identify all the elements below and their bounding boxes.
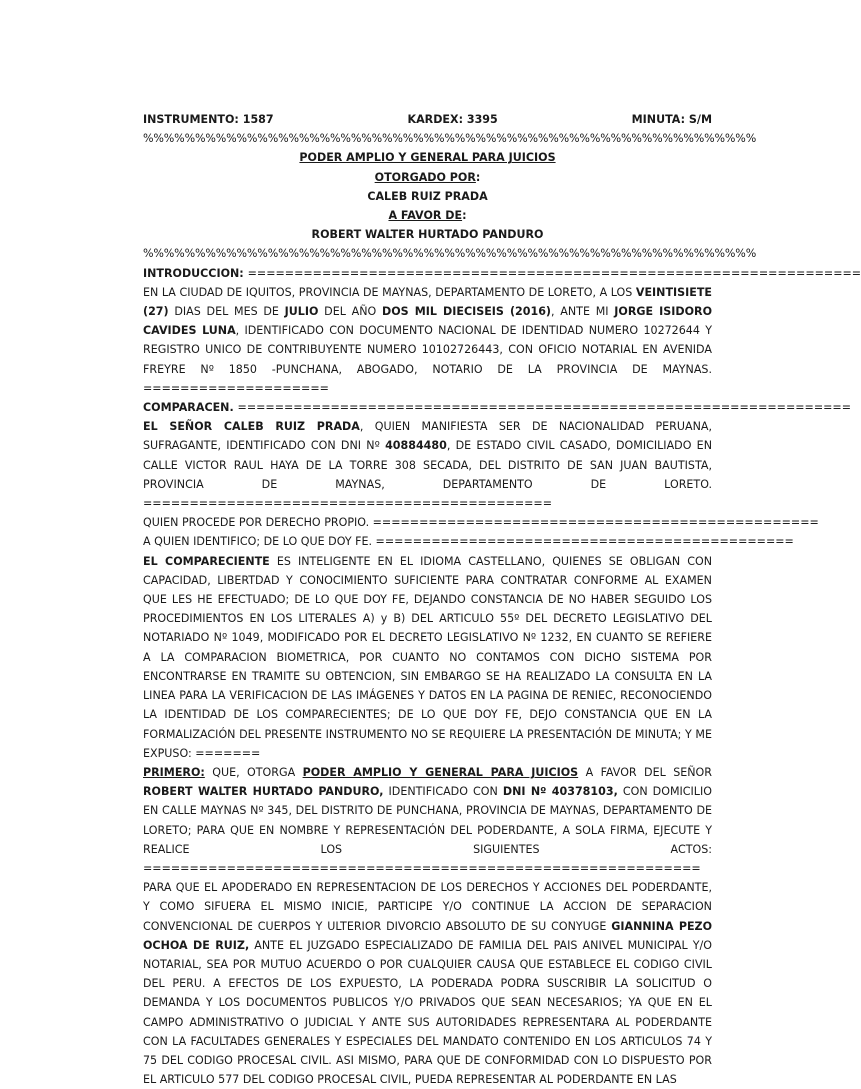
primero-text: CON DOMICILIO EN CALLE MAYNAS Nº 345, DEL DISTRITO DE PUNCHANA, PROVINCIA DE MAYNAS, DEPARTAMENTO DE LORETO; PARA QUE EN NOMBRE Y REPRESENTACIÓN DEL PODERDANTE, A SOLA FIRMA, EJECUTE Y REALICE LOS SIGUIENTES ACTOS: ============================================================ — [143, 785, 712, 875]
apoderado-paragraph — [143, 878, 712, 1089]
introduccion-label: INTRODUCCION: — [143, 266, 248, 280]
compareciente-name: EL SEÑOR CALEB RUIZ PRADA — [143, 420, 360, 434]
compareciente-paragraph — [143, 552, 712, 763]
apoderado-text: ANTE EL JUZGADO ESPECIALIZADO DE FAMILIA DEL PAIS ANIVEL MUNICIPAL Y/O NOTARIAL, SEA POR MUTUO ACUERDO O POR CUALQUIER CAUSA QUE ESTABLECE EL CODIGO CIVIL DEL PERU. A EFECTOS DE LOS EXPUESTO, LA PODERADA PODRA SUSCRIBIR LA SOLICITUD O DEMANDA Y LOS DOCUMENTOS PUBLICOS Y/O PRIVADOS QUE SEAN NECESARIOS; YA QUE EN EL CAMPO ADMINISTRATIVO O JUDICIAL Y ANTE SUS AUTORIDADES REPRESENTARA AL PODERDANTE CON LA FACULTADES GENERALES Y ESPECIALES DEL MANDATO CONTENIDO EN LOS ARTICULOS 74 Y 75 DEL CODIGO PROCESAL CIVIL. ASI MISMO, PARA QUE DE CONFORMIDAD CON LO DISPUESTO POR EL ARTICULO 577 DEL CODIGO PROCESAL CIVIL, PUEDA REPRESENTAR AL PODERDANTE EN LAS — [143, 938, 712, 1087]
intro-text: DEL AÑO — [318, 305, 383, 319]
otorgado-por-label: OTORGADO POR — [374, 170, 476, 184]
apoderado-text: PARA QUE EL APODERADO EN REPRESENTACION DE LOS DERECHOS Y ACCIONES DEL PODERDANTE, Y COMO SIFUERA EL MISMO INICIE, PARTICIPE Y/O CONTINUE LA ACCION DE SEPARACION CONVENCIONAL DE CUERPOS Y ULTERIOR DIVORCIO ABSOLUTO DE SU CONYUGE — [143, 881, 712, 933]
doy-fe-line: A QUIEN IDENTIFICO; DE LO QUE DOY FE. ============================================= — [143, 535, 794, 549]
primero-text: A FAVOR DEL SEÑOR — [578, 765, 712, 779]
otorgante-name: CALEB RUIZ PRADA — [367, 189, 488, 203]
percent-separator-2: %%%%%%%%%%%%%%%%%%%%%%%%%%%%%%%%%%%%%%%%%%%%%%%%%%%%%%%%%%% — [143, 247, 757, 261]
compareciente-label: EL COMPARECIENTE — [143, 554, 270, 568]
intro-text: EN LA CIUDAD DE IQUITOS, PROVINCIA DE MAYNAS, DEPARTAMENTO DE LORETO, A LOS — [143, 285, 636, 299]
primero-dni: DNI Nº 40378103, — [502, 785, 618, 799]
intro-date-month: JULIO — [284, 305, 319, 319]
derecho-propio-line: QUIEN PROCEDE POR DERECHO PROPIO. ================================================ — [143, 516, 819, 530]
minuta-label: MINUTA: S/M — [631, 113, 712, 126]
comparecen-label: COMPARACEN. — [143, 401, 238, 415]
otorgado-colon: : — [475, 170, 481, 184]
primero-paragraph — [143, 763, 712, 878]
intro-date-year: DOS MIL DIECISEIS (2016) — [382, 305, 552, 319]
primero-apoderado: ROBERT WALTER HURTADO PANDURO, — [143, 785, 384, 799]
comparecen-text: , DE ESTADO CIVIL CASADO, DOMICILIADO EN CALLE VICTOR RAUL HAYA DE LA TORRE 308 SECADA, DEL DISTRITO DE SAN JUAN BAUTISTA, PROVINCIA DE MAYNAS, DEPARTAMENTO DE LORETO. ============================================ — [143, 439, 712, 511]
intro-text: , IDENTIFICADO CON DOCUMENTO NACIONAL DE IDENTIDAD NUMERO 10272644 Y REGISTRO UNICO DE CONTRIBUYENTE NUMERO 10102726443, CON OFICIO NOTARIAL EN AVENIDA FREYRE Nº 1850 -PUNCHANA, ABOGADO, NOTARIO DE LA PROVINCIA DE MAYNAS. ==================== — [143, 324, 712, 395]
primero-label: PRIMERO: — [143, 765, 205, 779]
primero-text: QUE, OTORGA — [204, 765, 303, 779]
comparecen-fill: ================================================================== — [237, 401, 852, 415]
comparecen-text: , QUIEN MANIFIESTA SER DE NACIONALIDAD PERUANA, SUFRAGANTE, IDENTIFICADO CON DNI Nº — [143, 420, 712, 453]
compareciente-dni: 40884480 — [385, 439, 447, 453]
percent-separator: %%%%%%%%%%%%%%%%%%%%%%%%%%%%%%%%%%%%%%%%%%%%%%%%%%%%%%%%%%% — [143, 132, 757, 146]
instrumento-number: INSTRUMENTO: 1587 — [143, 113, 274, 126]
comparecen-paragraph — [143, 417, 712, 513]
title-block — [143, 148, 712, 244]
primero-poder: PODER AMPLIO Y GENERAL PARA JUICIOS — [302, 765, 579, 779]
compareciente-text: ES INTELIGENTE EN EL IDIOMA CASTELLANO, QUIENES SE OBLIGAN CON CAPACIDAD, LIBERTDAD Y CONOCIMIENTO SUFICIENTE PARA CONTRATAR CONFORME AL EXAMEN QUE LES HE EFECTUADO; DE LO QUE DOY FE, DEJANDO CONSTANCIA DE NO HABER SEGUIDO LOS PROCEDIMIENTOS EN LOS LITERALES A) y B) DEL ARTICULO 55º DEL DECRETO LEGISLATIVO DEL NOTARIADO Nº 1049, MODIFICADO POR EL DECRETO LEGISLATIVO Nº 1232, EN CUANTO SE REFIERE A LA COMPARACION BIOMETRICA, POR CUANTO NO CONTAMOS CON DICHO SISTEMA POR ENCONTRARSE EN TRAMITE SU OBTENCION, SIN EMBARGO SE HA REALIZADO LA CONSULTA EN LA LINEA PARA LA VERIFICACION DE LAS IMÁGENES Y DATOS EN LA PAGINA DE RENIEC, RECONOCIENDO LA IDENTIDAD DE LOS COMPARECIENTES; DE LO QUE DOY FE, DEJO CONSTANCIA QUE EN LA FORMALIZACIÓN DEL PRESENTE INSTRUMENTO NO SE REQUIERE LA PRESENTACIÓN DE MINUTA; Y ME EXPUSO: ======= — [143, 554, 712, 760]
kardex-number: KARDEX: 3395 — [407, 113, 498, 126]
introduccion-paragraph — [143, 283, 712, 398]
notarial-document — [143, 110, 861, 1089]
notary-name: JORGE ISIDORO CAVIDES LUNA — [143, 305, 713, 338]
conyuge-name: GIANNINA PEZO OCHOA DE RUIZ, — [143, 919, 713, 952]
favor-colon: : — [462, 209, 467, 223]
introduccion-fill: ================================================================== — [247, 266, 861, 280]
intro-text: DIAS DEL MES DE — [168, 305, 285, 319]
document-header — [143, 110, 712, 129]
a-favor-de-label: A FAVOR DE — [388, 209, 463, 223]
introduccion-heading — [143, 264, 861, 283]
primero-text: IDENTIFICADO CON — [383, 785, 503, 799]
intro-date-day: VEINTISIETE (27) — [143, 285, 712, 319]
intro-text: , ANTE MI — [551, 305, 615, 319]
document-title: PODER AMPLIO Y GENERAL PARA JUICIOS — [299, 151, 556, 165]
apoderado-name: ROBERT WALTER HURTADO PANDURO — [311, 228, 544, 242]
comparecen-heading — [143, 398, 852, 417]
